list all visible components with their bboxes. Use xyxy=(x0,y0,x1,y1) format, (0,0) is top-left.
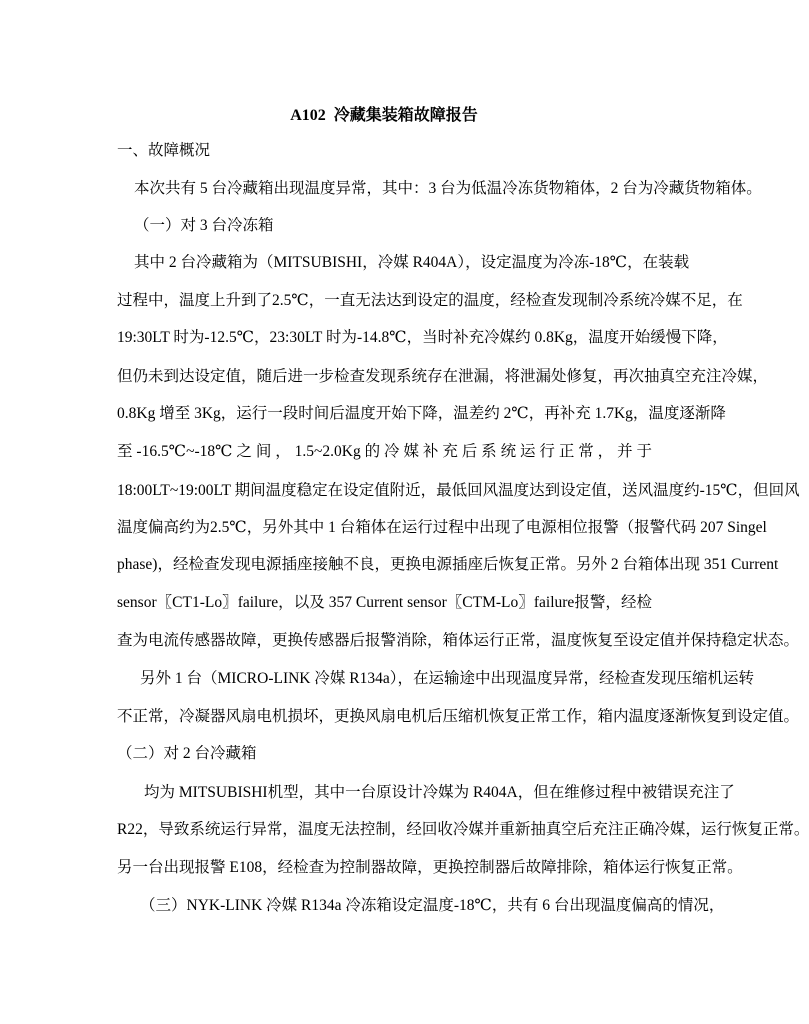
paragraph-line: 19:30LT 时为-12.5℃，23:30LT 时为-14.8℃，当时补充冷媒约 0.8Kg，温度开始缓慢下降， xyxy=(117,329,728,346)
paragraph-line: 18:00LT~19:00LT 期间温度稳定在设定值附近，最低回风温度达到设定值，送风温度约-15℃，但回风 xyxy=(117,482,800,499)
paragraph-line: 0.8Kg 增至 3Kg，运行一段时间后温度开始下降，温差约 2℃，再补充 1.7Kg，温度逐渐降 xyxy=(117,405,726,422)
paragraph-line: 至 -16.5℃~-18℃ 之 间 ， 1.5~2.0Kg 的 冷 媒 补 充 后 系 统 运 行 正 常 ， 并 于 xyxy=(117,443,652,460)
paragraph-line: 查为电流传感器故障，更换传感器后报警消除，箱体运行正常，温度恢复至设定值并保持稳定状态。 xyxy=(117,632,800,649)
paragraph-line: （三）NYK-LINK 冷媒 R134a 冷冻箱设定温度-18℃，共有 6 台出现温度偏高的情况， xyxy=(140,897,725,914)
paragraph-line: （二）对 2 台冷藏箱 xyxy=(117,745,257,762)
paragraph-line: 其中 2 台冷藏箱为（MITSUBISHI，冷媒 R404A），设定温度为冷冻-18℃，在装载 xyxy=(134,254,690,271)
paragraph-line: 另一台出现报警 E108，经检查为控制器故障，更换控制器后故障排除，箱体运行恢复正常。 xyxy=(117,859,743,876)
paragraph-line: 但仍未到达设定值，随后进一步检查发现系统存在泄漏，将泄漏处修复，再次抽真空充注冷媒， xyxy=(117,368,769,385)
paragraph-line: 本次共有 5 台冷藏箱出现温度异常，其中：3 台为低温冷冻货物箱体，2 台为冷藏货物箱体。 xyxy=(134,180,762,197)
paragraph-line: （一）对 3 台冷冻箱 xyxy=(134,217,274,234)
paragraph-line: 温度偏高约为2.5℃，另外其中 1 台箱体在运行过程中出现了电源相位报警（报警代码 207 Singel xyxy=(117,519,767,536)
paragraph-line: phase)，经检查发现电源插座接触不良，更换电源插座后恢复正常。另外 2 台箱体出现 351 Current xyxy=(117,556,779,573)
document-title: A102 冷藏集装箱故障报告 xyxy=(290,107,478,124)
paragraph-line: 均为 MITSUBISHI机型，其中一台原设计冷媒为 R404A，但在维修过程中被错误充注了 xyxy=(144,784,735,801)
paragraph-line: R22，导致系统运行异常，温度无法控制，经回收冷媒并重新抽真空后充注正确冷媒，运行恢复正常。 xyxy=(117,821,809,838)
paragraph-line: 另外 1 台（MICRO-LINK 冷媒 R134a），在运输途中出现温度异常，经检查发现压缩机运转 xyxy=(140,670,754,687)
paragraph-line: 过程中，温度上升到了2.5℃，一直无法达到设定的温度，经检查发现制冷系统冷媒不足，在 xyxy=(117,292,743,309)
paragraph-line: sensor〖CT1-Lo〗failure，以及 357 Current sensor〖CTM-Lo〗failure报警，经检 xyxy=(117,594,652,611)
section-heading: 一、故障概况 xyxy=(117,142,211,159)
paragraph-line: 不正常，冷凝器风扇电机损坏，更换风扇电机后压缩机恢复正常工作，箱内温度逐渐恢复到设定值。 xyxy=(117,708,800,725)
